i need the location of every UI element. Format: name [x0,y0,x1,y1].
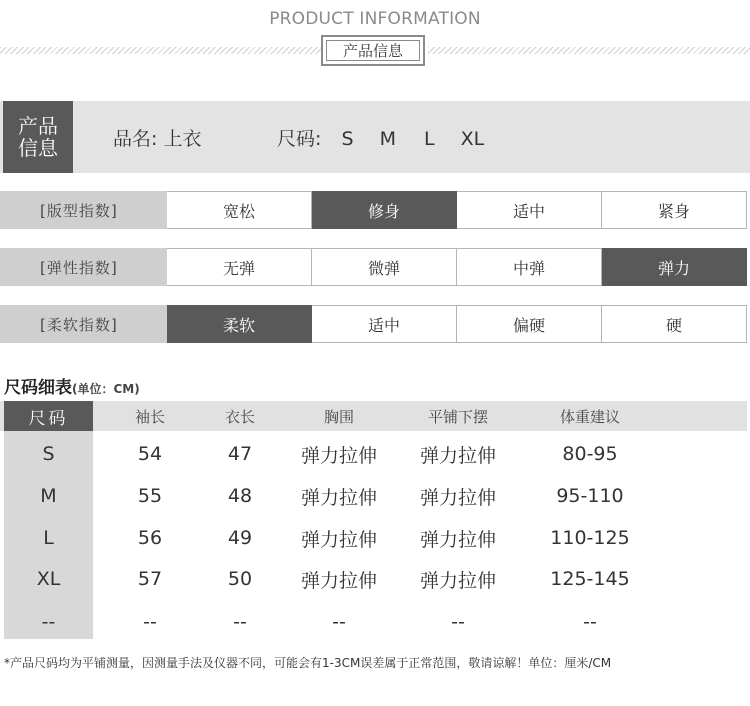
stretch-index-label: [弹性指数] [0,248,167,286]
size-chart-row-size: -- [41,611,56,633]
size-chart-cell: 55 [137,485,163,507]
size-chart-cell: 95-110 [556,485,624,507]
header-title-cn: 产品信息 [326,40,420,61]
product-info-label [3,101,73,173]
size-chart-column-header: 胸围 [323,407,354,426]
stretch-index-row [0,248,747,286]
size-chart-cell: 110-125 [550,527,630,549]
stretch-option-none: 无弹 [167,248,312,286]
product-name: 品名: 上衣 [113,128,202,150]
size-chart-cell: 弹力拉伸 [419,528,496,551]
header-stripe-right [428,47,750,54]
size-chart-column-header: 衣长 [224,407,255,426]
size-chart-column-header: 袖长 [134,407,165,426]
size-chart-corner: 尺码 [4,401,93,431]
softness-option-soft: 柔软 [167,305,312,343]
size-chart-cell: 56 [137,527,163,549]
size-chart-cell: -- [451,611,465,633]
size-chart-title [4,373,140,398]
fit-option-loose: 宽松 [167,191,312,229]
fit-option-tight: 紧身 [602,191,747,229]
product-sizes [277,124,484,151]
softness-option-firm: 偏硬 [457,305,602,343]
size-chart-row-size: XL [36,568,61,590]
stretch-option-medium: 中弹 [457,248,602,286]
size-chart-cell: 弹力拉伸 [419,486,496,509]
size-chart-cell: 80-95 [562,443,618,465]
size-chart-cell: -- [143,611,157,633]
size-chart-title-text: 尺码细表 [4,378,72,398]
size-chart-cell: -- [332,611,346,633]
size-chart-cell: 弹力拉伸 [300,528,377,551]
size-chart-cell: 54 [137,443,163,465]
fit-index-label: [版型指数] [0,191,167,229]
fit-option-slim: 修身 [312,191,457,229]
size-chart-cell: 47 [227,443,253,465]
footnote: *产品尺码均为平铺测量，因测量手法及仪器不同，可能会有1-3CM误差属于正常范围，敬请谅解！单位：厘米/CM [4,656,612,670]
stretch-option-slight: 微弹 [312,248,457,286]
size-s: S [341,128,354,150]
header-stripe-left [0,47,322,54]
softness-option-hard: 硬 [602,305,747,343]
size-chart-cell: 弹力拉伸 [300,444,377,467]
size-l: L [424,128,435,150]
size-chart-row-size: S [42,443,55,465]
size-chart-cell: 49 [227,527,253,549]
fit-option-regular: 适中 [457,191,602,229]
size-m: M [379,128,396,150]
softness-index-row [0,305,747,343]
size-chart-cell: 125-145 [550,568,630,590]
product-info-label-text: 产品 信息 [18,114,58,160]
size-chart-cell: 48 [227,485,253,507]
header-title-box [321,35,425,66]
size-chart-row-size: L [43,527,54,549]
size-chart-cell: 弹力拉伸 [419,569,496,592]
header-title-en: PRODUCT INFORMATION [269,9,481,29]
size-chart-cell: 50 [227,568,253,590]
size-chart-cell: 弹力拉伸 [419,444,496,467]
size-chart-unit: (单位：CM) [72,382,140,396]
size-chart-cell: 弹力拉伸 [300,486,377,509]
size-label: 尺码: [277,128,322,150]
size-chart-cell: -- [233,611,247,633]
stretch-option-elastic: 弹力 [602,248,747,286]
size-chart-cell: 弹力拉伸 [300,569,377,592]
size-chart-column-header: 体重建议 [559,407,620,426]
size-chart-row-size: M [40,485,57,507]
size-chart-cell: -- [583,611,597,633]
softness-index-label: [柔软指数] [0,305,167,343]
size-chart-cell: 57 [137,568,163,590]
size-chart-column-header: 平铺下摆 [427,407,488,426]
fit-index-row [0,191,747,229]
size-xl: XL [460,128,485,150]
softness-option-medium: 适中 [312,305,457,343]
